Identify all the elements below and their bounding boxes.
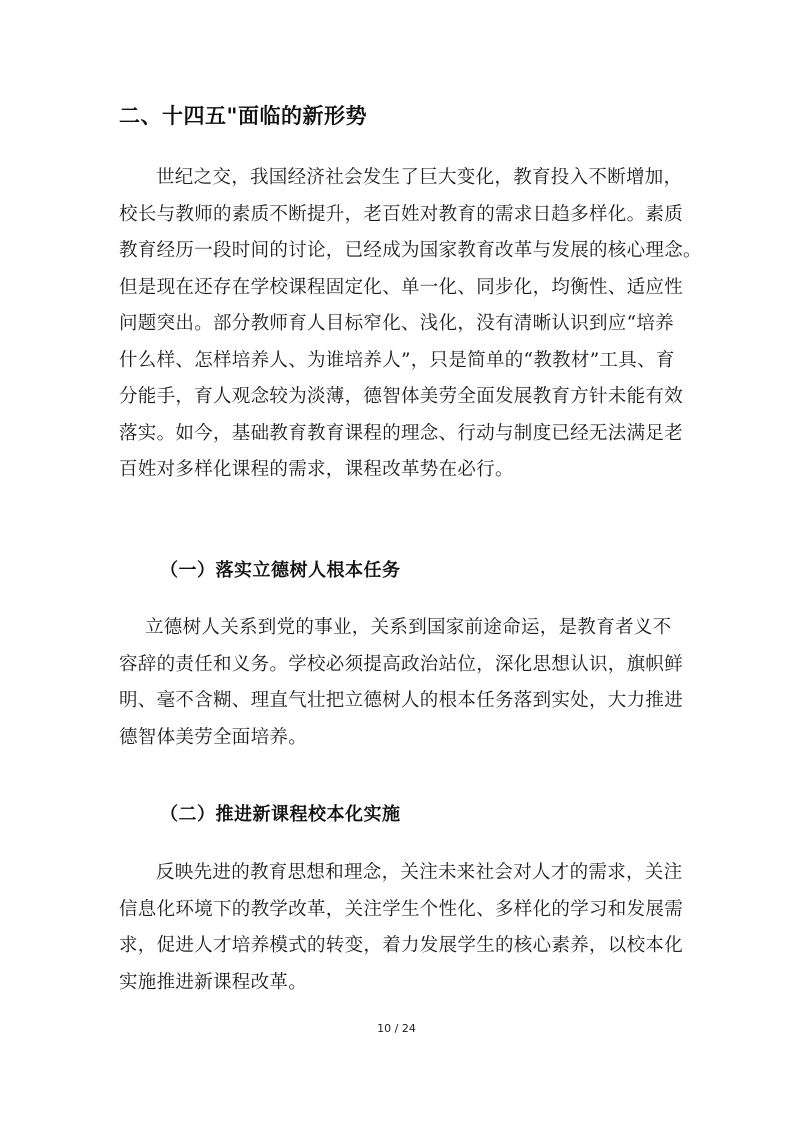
paragraph-line: 教育经历一段时间的讨论，已经成为国家教育改革与发展的核心理念。	[119, 240, 702, 261]
paragraph-line: 世纪之交，我国经济社会发生了巨大变化，教育投入不断增加，	[156, 167, 683, 188]
paragraph-line: 信息化环境下的教学改革，关注学生个性化、多样化的学习和发展需	[119, 898, 684, 920]
paragraph-line: 反映先进的教育思想和理念，关注未来社会对人才的需求，关注	[156, 862, 683, 883]
paragraph-line: 实施推进新课程改革。	[119, 971, 308, 993]
page-number: 10 / 24	[377, 1022, 416, 1035]
paragraph-2	[119, 610, 684, 756]
paragraph-line: 求，促进人才培养模式的转变，着力发展学生的核心素养，以校本化	[119, 935, 684, 956]
paragraph-1	[119, 160, 702, 489]
paragraph-line: 立德树人关系到党的事业，关系到国家前途命运，是教育者义不	[145, 617, 672, 638]
paragraph-line: 但是现在还存在学校课程固定化、单一化、同步化，均衡性、适应性	[119, 276, 684, 298]
paragraph-line: 德智体美劳全面培养。	[119, 726, 308, 748]
paragraph-3	[119, 855, 684, 1001]
paragraph-line: 问题突出。部分教师育人目标窄化、浅化，没有清晰认识到应“培养	[119, 313, 674, 334]
section-heading: 二、十四五"面临的新形势	[119, 104, 367, 128]
paragraph-line: 明、毫不含糊、理直气壮把立德树人的根本任务落到实处，大力推进	[119, 690, 684, 711]
paragraph-line: 什么样、怎样培养人、为谁培养人”，只是简单的“教教材”工具、育	[119, 349, 675, 371]
subsection-title-1: （一）落实立德树人根本任务	[160, 560, 401, 581]
subsection-title-2: （二）推进新课程校本化实施	[160, 804, 401, 825]
paragraph-line: 落实。如今，基础教育教育课程的理念、行动与制度已经无法满足老	[119, 422, 684, 444]
paragraph-line: 容辞的责任和义务。学校必须提高政治站位，深化思想认识，旗帜鲜	[119, 653, 684, 675]
paragraph-line: 校长与教师的素质不断提升，老百姓对教育的需求日趋多样化。素质	[119, 203, 684, 225]
paragraph-line: 百姓对多样化课程的需求，课程改革势在必行。	[119, 459, 514, 480]
paragraph-line: 分能手，育人观念较为淡薄，德智体美劳全面发展教育方针未能有效	[119, 386, 684, 407]
